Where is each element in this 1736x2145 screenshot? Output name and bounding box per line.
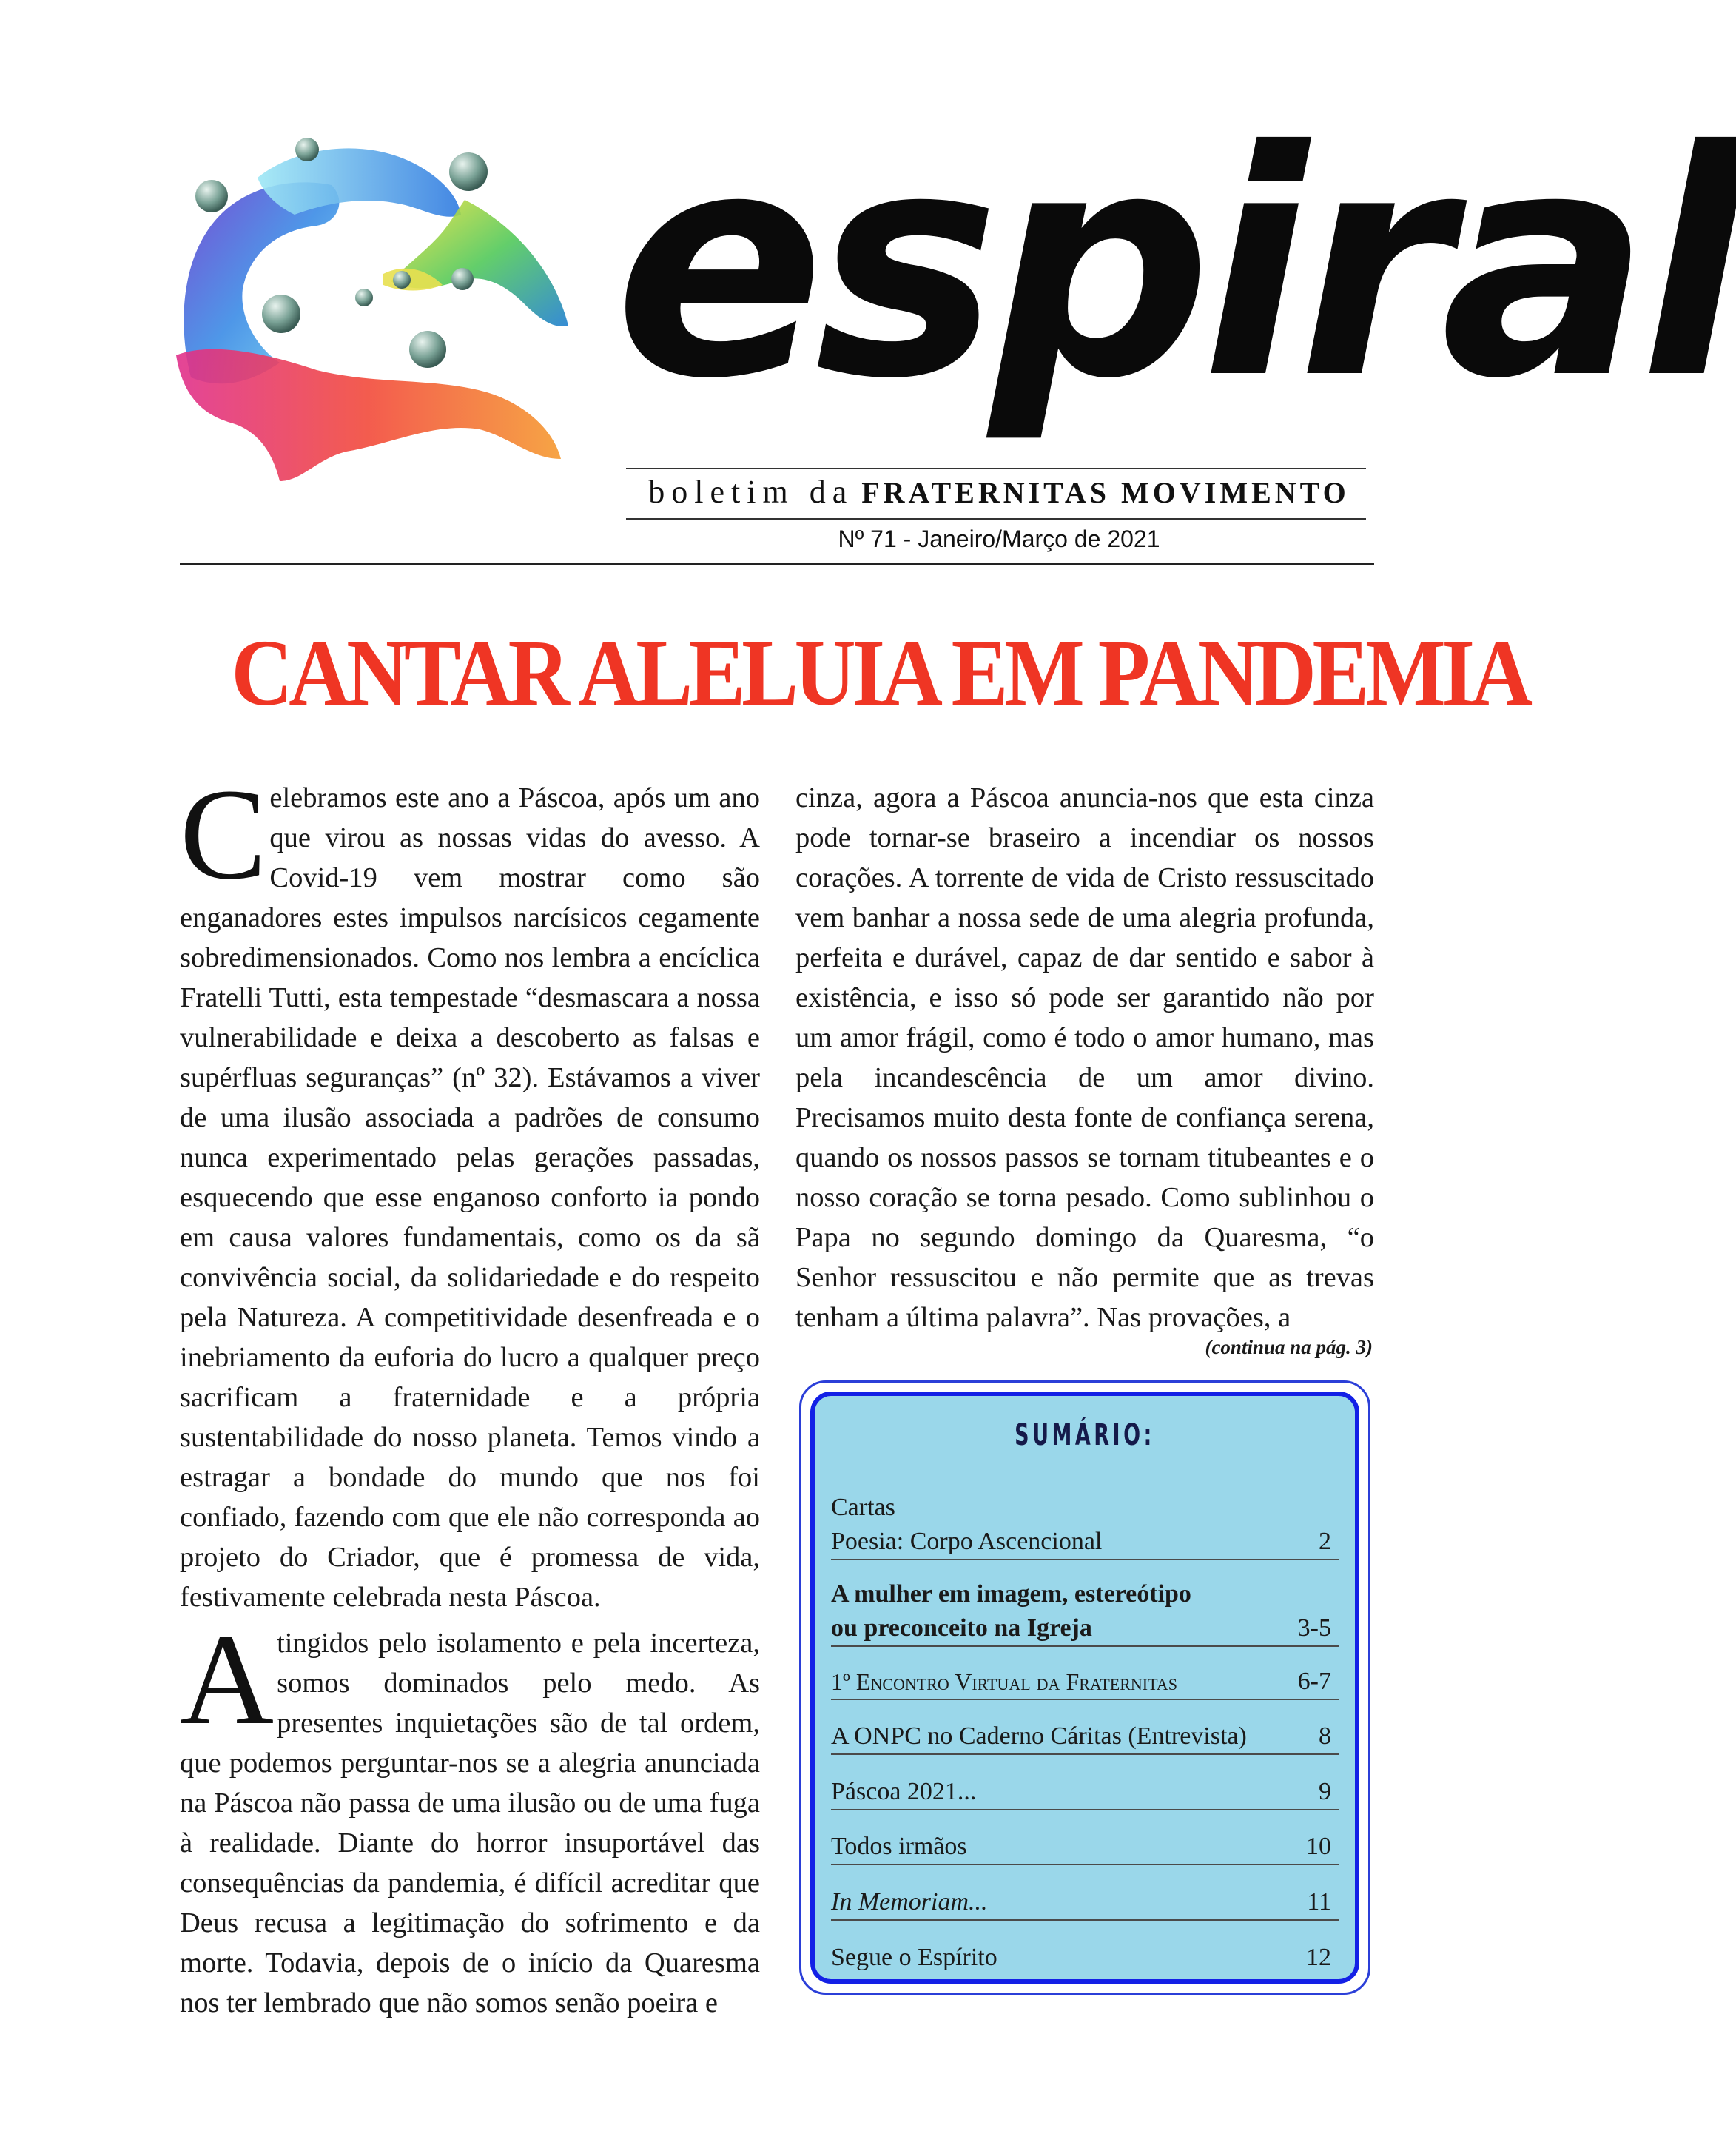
toc-entry-page: 12 bbox=[1306, 1944, 1331, 1971]
paragraph-text: elebramos este ano a Páscoa, após um ano que virou as nossas vidas do avesso. A Covid-19 vem mostrar como são enganadores estes impulsos narcísicos cegamente sobredimensionados. Como nos lembra a encíclica Fratelli Tutti, esta tempestade “desmascara a nossa vulnerabilidade e deixa a descoberto as falsas e supérfluas seguranças” (nº 32). Estávamos a viver de uma ilusão associada a padrões de consumo nunca experimentado pelas gerações passadas, esquecendo que esse enganoso conforto ia pondo em causa valores fundamentais, como os da sã convivência social, da solidariedade e do respeito pela Natureza. A competitividade desenfreada e o inebriamento da euforia do lucro a qualquer preço sacrificam a fraternidade e a própria sustentabilidade do nosso planeta. Temos vindo a estragar a bondade do mundo que nos foi confiado, fazendo com que ele não corresponda ao projeto do Criador, que é promessa de vida, festivamente celebrada nesta Páscoa. bbox=[180, 782, 760, 1613]
continue-note: (continua na pág. 3) bbox=[1205, 1336, 1373, 1358]
toc-entry-title: Páscoa 2021... bbox=[831, 1778, 977, 1805]
subtitle-prefix: boletim da bbox=[648, 474, 854, 510]
toc-entry[interactable] bbox=[831, 1830, 1339, 1865]
toc-entry-title: Todos irmãos bbox=[831, 1833, 967, 1860]
toc-entry-page: 10 bbox=[1306, 1833, 1331, 1860]
article-paragraph-3: cinza, agora a Páscoa anuncia-nos que esta cinza pode tornar-se braseiro a incendiar os nossos corações. A torrente de vida de Cristo ressuscitado vem banhar a nossa sede de uma alegria profunda, perfeita e durável, capaz de dar sentido e sabor à existência, e isso só pode ser garantido não por um amor frágil, como é todo o amor humano, mas pela incandescência de um amor divino. Precisamos muito desta fonte de confiança serena, quando os nossos passos se tornam titubeantes e o nosso coração se torna pesado. Como sublinhou o Papa no segundo domingo da Quaresma, “o Senhor ressuscitou e não permite que as trevas tenham a última palavra”. Nas provações, a bbox=[795, 782, 1374, 1333]
summary-box bbox=[799, 1380, 1370, 1995]
toc-entry-page: 2 bbox=[1319, 1528, 1331, 1555]
issue-number: Nº 71 - Janeiro/Março de 2021 bbox=[838, 526, 1160, 552]
toc-entry[interactable] bbox=[831, 1941, 1339, 1975]
summary-panel bbox=[810, 1392, 1359, 1984]
toc-entry-page: 9 bbox=[1319, 1778, 1331, 1805]
toc-entry[interactable] bbox=[831, 1577, 1339, 1647]
summary-title: SUMÁRIO: bbox=[1015, 1418, 1155, 1452]
toc-entry-title: In Memoriam... bbox=[831, 1888, 988, 1916]
toc-entry-page: 11 bbox=[1307, 1888, 1331, 1916]
toc-entry-title: ou preconceito na Igreja bbox=[831, 1614, 1092, 1642]
article-right-column bbox=[795, 778, 1374, 1337]
article-paragraph-1 bbox=[180, 762, 760, 1617]
toc-entry[interactable] bbox=[831, 1665, 1339, 1700]
logo-icon bbox=[169, 133, 583, 481]
dropcap: C bbox=[180, 762, 267, 907]
paragraph-text: tingidos pelo isolamento e pela incerteza, somos dominados pelo medo. As presentes inquietações são de tal ordem, que podemos perguntar-nos se a alegria anunciada na Páscoa não passa de uma ilusão ou de uma fuga à realidade. Diante do horror insuportável das consequências da pandemia, é difícil acreditar que Deus recusa a legitimação do sofrimento e da morte. Todavia, depois de o início da Quaresma nos ter lembrado que não somos senão poeira e bbox=[180, 1628, 760, 2018]
masthead-title: espiral bbox=[614, 85, 1736, 447]
toc-entry-title: Cartas bbox=[831, 1494, 895, 1521]
headline: CANTAR ALELUIA EM PANDEMIA bbox=[231, 620, 1529, 725]
masthead-top-rule bbox=[626, 468, 1366, 469]
toc-entry[interactable] bbox=[831, 1885, 1339, 1921]
masthead-bottom-rule bbox=[626, 518, 1366, 520]
toc-entry-page: 8 bbox=[1319, 1722, 1331, 1750]
toc-entry-page: 6-7 bbox=[1297, 1668, 1331, 1695]
toc-entry-title: 1º Encontro Virtual da Fraternitas bbox=[831, 1668, 1177, 1695]
article-left-column bbox=[180, 762, 760, 2023]
toc-entry[interactable] bbox=[831, 1775, 1339, 1810]
dropcap: A bbox=[180, 1608, 275, 1752]
toc-entry-page: 3-5 bbox=[1297, 1614, 1331, 1642]
article-paragraph-2 bbox=[180, 1608, 760, 2023]
toc-entry-title: A mulher em imagem, estereótipo bbox=[831, 1580, 1191, 1608]
toc-entry-title: Poesia: Corpo Ascencional bbox=[831, 1528, 1103, 1555]
toc-entry-title: Segue o Espírito bbox=[831, 1944, 997, 1971]
masthead-subtitle bbox=[629, 476, 1369, 508]
header-divider bbox=[180, 563, 1374, 565]
toc-entry[interactable] bbox=[831, 1719, 1339, 1755]
toc-entry[interactable] bbox=[831, 1491, 1339, 1560]
toc-entry-title: A ONPC no Caderno Cáritas (Entrevista) bbox=[831, 1722, 1247, 1750]
subtitle-org: FRATERNITAS MOVIMENTO bbox=[861, 476, 1350, 509]
